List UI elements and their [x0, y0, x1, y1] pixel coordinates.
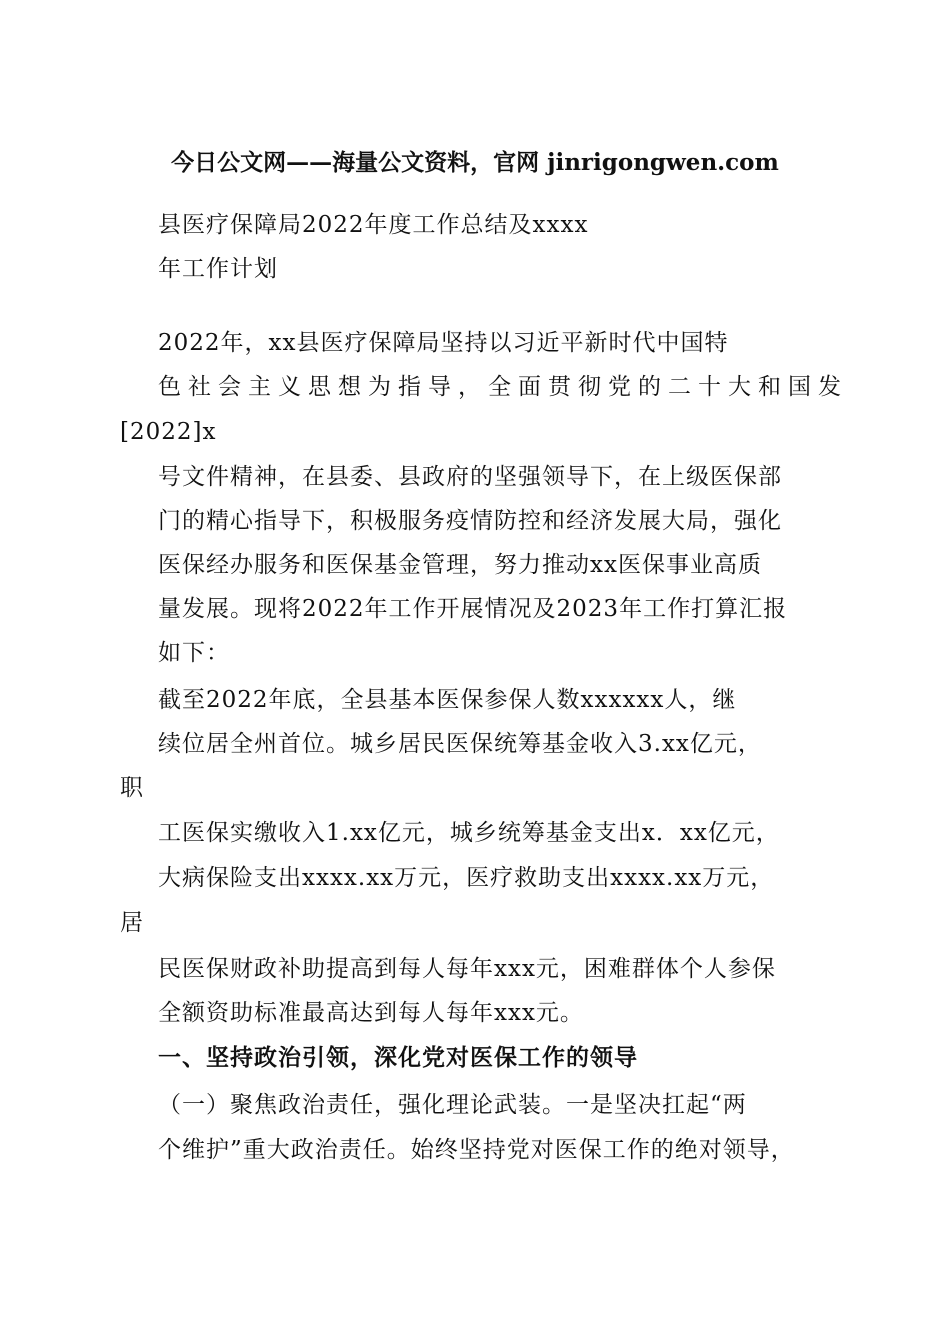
paragraph-line: [2022]x [120, 419, 217, 445]
site-banner: 今日公文网——海量公文资料，官网 jinrigongwen.com [171, 149, 779, 176]
doc-title-line-1: 县医疗保障局2022年度工作总结及xxxx [158, 212, 589, 238]
paragraph-line: （一）聚焦政治责任，强化理论武装。一是坚决扛起“两 [158, 1092, 747, 1118]
paragraph-line: 截至2022年底，全县基本医保参保人数xxxxxx人，继 [158, 687, 737, 713]
paragraph-line: 全额资助标准最高达到每人每年xxx元。 [158, 1000, 584, 1026]
paragraph-line: 2022年，xx县医疗保障局坚持以习近平新时代中国特 [158, 330, 729, 356]
paragraph-line: 号文件精神，在县委、县政府的坚强领导下，在上级医保部 [158, 464, 782, 490]
paragraph-line: 居 [120, 910, 144, 936]
paragraph-line: 续位居全州首位。城乡居民医保统筹基金收入3.xx亿元， [158, 731, 762, 757]
paragraph-line: 个维护”重大政治责任。始终坚持党对医保工作的绝对领导， [158, 1137, 795, 1163]
paragraph-line: 量发展。现将2022年工作开展情况及2023年工作打算汇报 [158, 596, 788, 622]
paragraph-line: 如下： [158, 640, 230, 666]
paragraph-line: 色社会主义思想为指导，全面贯彻党的二十大和国发 [158, 374, 848, 400]
paragraph-line: 工医保实缴收入1.xx亿元，城乡统筹基金支出x．xx亿元， [158, 820, 780, 846]
paragraph-line: 职 [120, 775, 144, 801]
paragraph-line: 门的精心指导下，积极服务疫情防控和经济发展大局，强化 [158, 508, 782, 534]
section-heading: 一、坚持政治引领，深化党对医保工作的领导 [158, 1045, 638, 1071]
paragraph-line: 大病保险支出xxxx.xx万元，医疗救助支出xxxx.xx万元， [158, 865, 775, 891]
paragraph-line: 医保经办服务和医保基金管理，努力推动xx医保事业高质 [158, 552, 762, 578]
doc-title-line-2: 年工作计划 [158, 256, 278, 282]
paragraph-line: 民医保财政补助提高到每人每年xxx元，困难群体个人参保 [158, 956, 776, 982]
